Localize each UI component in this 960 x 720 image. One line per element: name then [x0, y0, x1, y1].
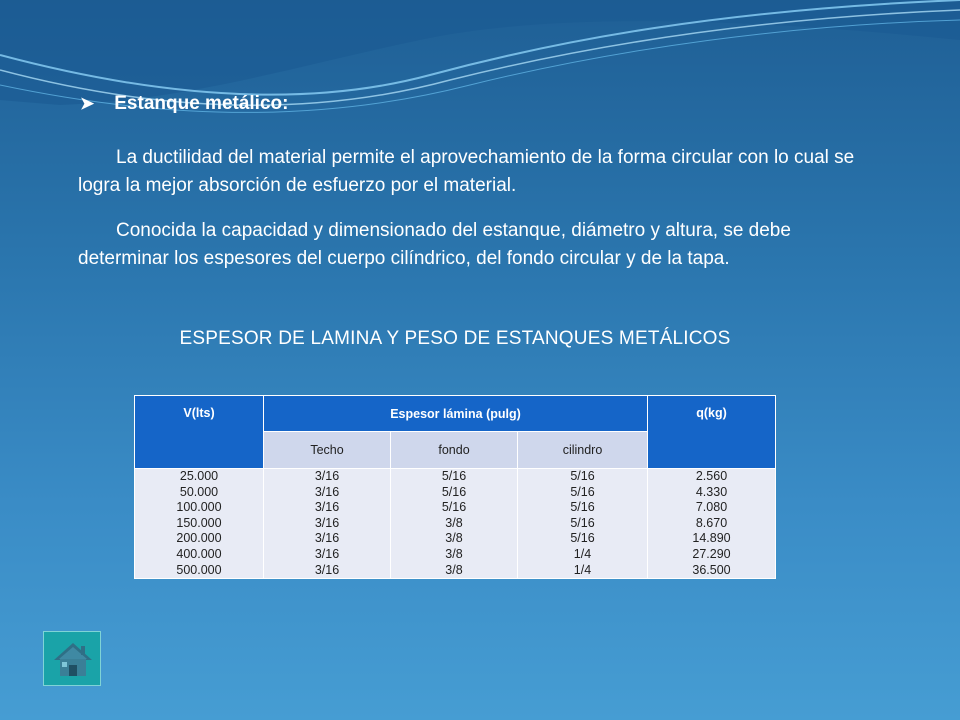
value: 3/16 [314, 500, 340, 515]
value: 3/16 [314, 484, 340, 499]
value: 27.290 [692, 546, 731, 561]
value: 3/8 [445, 531, 463, 546]
value: 5/16 [570, 515, 595, 530]
value: 3/8 [445, 546, 463, 561]
value: 3/16 [314, 515, 340, 530]
value: 3/8 [445, 515, 463, 530]
value: 100.000 [176, 500, 222, 515]
value: 36.500 [692, 562, 731, 577]
cell-volume [135, 469, 264, 579]
home-icon [52, 638, 94, 680]
cell-fondo [391, 469, 518, 579]
home-button[interactable] [43, 631, 101, 686]
value: 150.000 [176, 515, 222, 530]
cell-weight [648, 469, 776, 579]
value: 1/4 [573, 546, 592, 561]
value: 25.000 [179, 469, 219, 483]
value: 5/16 [570, 500, 595, 515]
value: 7.080 [695, 500, 728, 515]
value: 5/16 [570, 484, 595, 499]
subheader-fondo: fondo [391, 432, 518, 469]
value: 5/16 [441, 500, 467, 515]
cell-techo [264, 469, 391, 579]
arrow-bullet-icon: ➤ [80, 94, 95, 113]
value: 5/16 [441, 484, 467, 499]
subheader-techo: Techo [264, 432, 391, 469]
value: 3/8 [445, 562, 463, 577]
value: 50.000 [179, 484, 219, 499]
table-row [135, 469, 776, 579]
value: 4.330 [695, 484, 728, 499]
cell-cilindro [518, 469, 648, 579]
header-thickness: Espesor lámina (pulg) [264, 396, 648, 432]
value: 8.670 [695, 515, 728, 530]
value: 3/16 [314, 546, 340, 561]
table-title: ESPESOR DE LAMINA Y PESO DE ESTANQUES METÁLICOS [179, 328, 731, 349]
value: 3/16 [314, 469, 340, 483]
section-heading [80, 93, 288, 115]
value: 14.890 [692, 531, 731, 546]
value: 5/16 [570, 469, 595, 483]
value: 3/16 [314, 531, 340, 546]
value: 3/16 [314, 562, 340, 577]
value: 200.000 [176, 531, 222, 546]
value: 2.560 [695, 469, 728, 483]
subheader-cilindro: cilindro [518, 432, 648, 469]
value: 500.000 [176, 562, 222, 577]
value: 5/16 [570, 531, 595, 546]
thickness-weight-table [134, 395, 776, 579]
value: 1/4 [573, 562, 592, 577]
heading-text: Estanque metálico: [114, 93, 289, 114]
header-volume: V(lts) [135, 396, 264, 469]
paragraph-capacidad: Conocida la capacidad y dimensionado del estanque, diámetro y altura, se debe determinar los espesores del cuerpo cilíndrico, del fondo circular y de la tapa. [78, 220, 791, 269]
paragraph-ductilidad: La ductilidad del material permite el aprovechamiento de la forma circular con lo cual se logra la mejor absorción de esfuerzo por el material. [78, 147, 855, 196]
value: 5/16 [441, 469, 467, 483]
header-weight: q(kg) [648, 396, 776, 469]
value: 400.000 [176, 546, 222, 561]
